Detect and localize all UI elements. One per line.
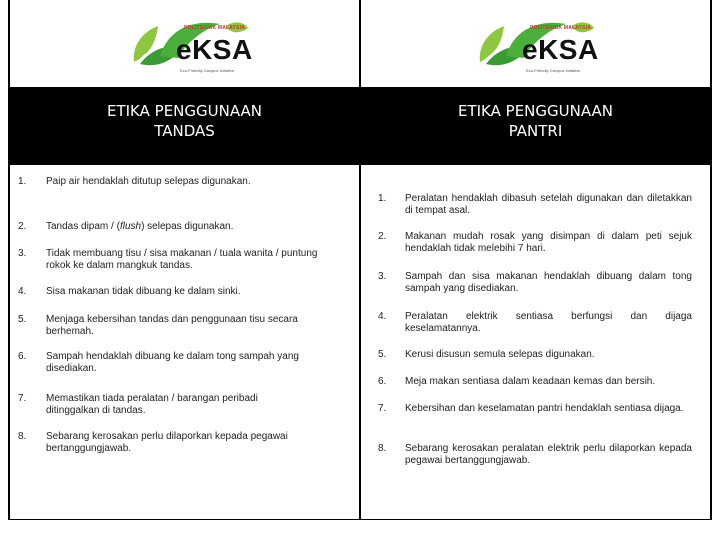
right-border [710, 0, 712, 520]
item-text: Peralatan elektrik sentiasa berfungsi dan dijaga keselamatannya. [405, 311, 692, 334]
item-number: 4. [18, 286, 27, 297]
logo-tagline: Eco-Friendly Campus Initiative [526, 68, 581, 73]
item-number: 8. [378, 443, 387, 454]
item-text: Paip air hendaklah ditutup selepas digunakan. [46, 176, 251, 187]
item-number: 2. [378, 231, 387, 242]
item-number: 4. [378, 311, 387, 322]
item-text: Sampah hendaklah dibuang ke dalam tong sampah yang disediakan. [46, 351, 299, 374]
item-text: Makanan mudah rosak yang disimpan di dalam peti sejuk hendaklah tidak melebihi 7 hari. [405, 231, 692, 254]
item-text: Meja makan sentiasa dalam keadaan kemas dan bersih. [405, 376, 656, 387]
left-title [107, 101, 262, 151]
logo-tagline: Eco-Friendly Campus Initiative [180, 68, 235, 73]
item-text: Sisa makanan tidak dibuang ke dalam sinki. [46, 286, 241, 297]
item-text: Sampah dan sisa makanan hendaklah dibuang dalam tong sampah yang disediakan. [405, 271, 692, 294]
item-number: 1. [18, 176, 27, 187]
item-number: 6. [18, 351, 27, 362]
center-divider [359, 0, 361, 520]
eksa-logo-left [130, 18, 253, 80]
item-text: Memastikan tiada peralatan / barangan peribadi ditinggalkan di tandas. [46, 393, 258, 416]
item-text: Sebarang kerosakan peralatan elektrik perlu dilaporkan kepada pegawai bertanggungjawab. [405, 443, 692, 466]
item-number: 2. [18, 221, 27, 232]
item-number: 7. [378, 403, 387, 414]
left-title-line1: ETIKA PENGGUNAAN [106, 102, 263, 120]
item-number: 7. [18, 393, 27, 404]
item-number: 1. [378, 193, 387, 204]
left-border [8, 0, 10, 520]
item-text: Kebersihan dan keselamatan pantri hendaklah sentiasa dijaga. [405, 403, 684, 414]
right-title-line1: ETIKA PENGGUNAAN [457, 102, 614, 120]
item-text: Kerusi disusun semula selepas digunakan. [405, 349, 595, 360]
item-text: Tidak membuang tisu / sisa makanan / tuala wanita / puntung rokok ke dalam mangkuk tandas. [46, 248, 318, 271]
logo-wordmark: eKSA [176, 34, 253, 65]
bottom-rule [8, 519, 712, 520]
right-title-line2: PANTRI [508, 122, 563, 140]
item-number: 5. [18, 314, 27, 325]
right-header-band [361, 87, 710, 165]
eksa-logo-right [476, 18, 599, 80]
item-text: Peralatan hendaklah dibasuh setelah digunakan dan diletakkan di tempat asal. [405, 193, 692, 216]
item-number: 6. [378, 376, 387, 387]
item-text: Menjaga kebersihan tandas dan penggunaan tisu secara berhemah. [46, 314, 298, 337]
logo-brand-text: POLITEKNIK MALAYSIA [184, 25, 246, 31]
item-text: Sebarang kerosakan perlu dilaporkan kepada pegawai bertanggungjawab. [46, 431, 288, 454]
item-text: Tandas dipam / (flush) selepas digunakan. [46, 221, 234, 232]
left-title-line2: TANDAS [154, 122, 215, 140]
item-number: 3. [378, 271, 387, 282]
logo-brand-text: POLITEKNIK MALAYSIA [530, 25, 592, 31]
right-title [458, 101, 613, 151]
item-number: 5. [378, 349, 387, 360]
logo-wordmark: eKSA [522, 34, 599, 65]
item-number: 3. [18, 248, 27, 259]
left-header-band [10, 87, 359, 165]
item-number: 8. [18, 431, 27, 442]
